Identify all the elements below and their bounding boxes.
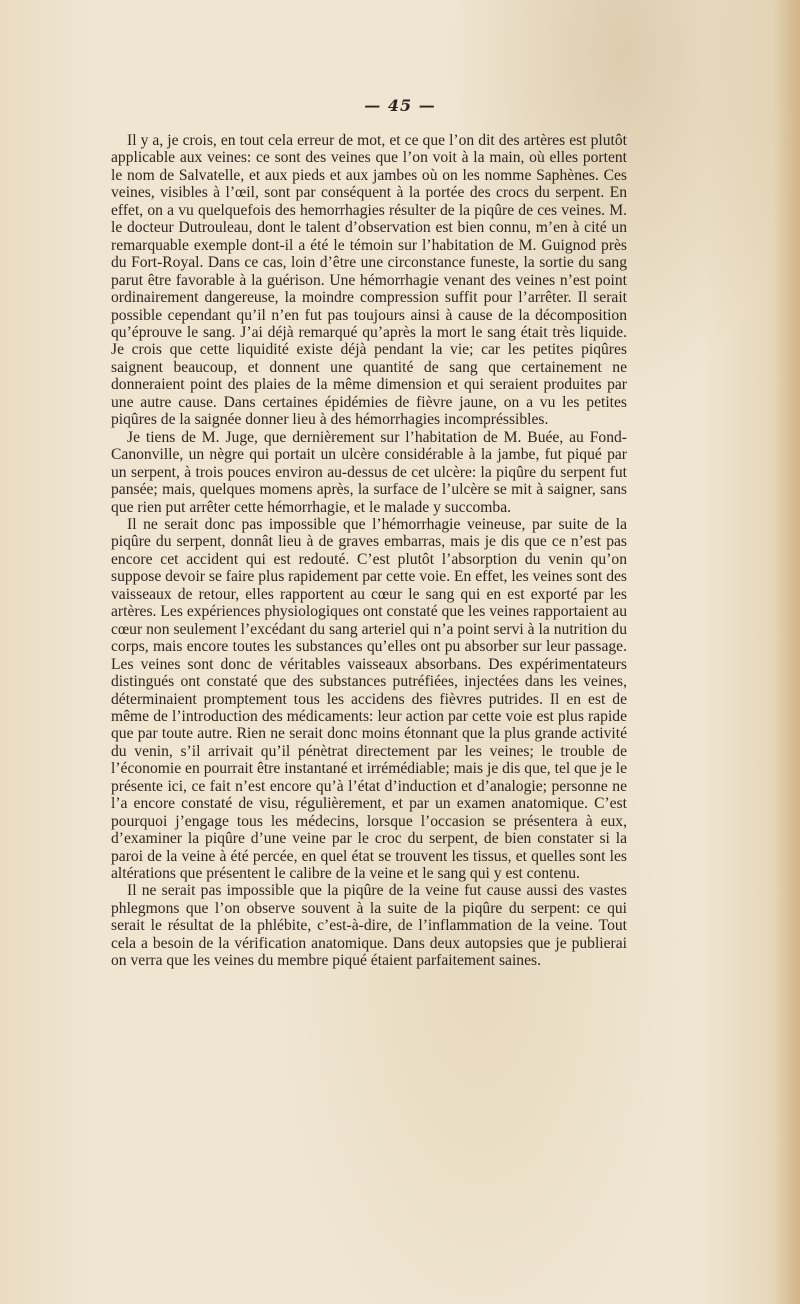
page-edge-shadow — [772, 0, 800, 1304]
page-number: — 45 — — [364, 96, 436, 115]
paragraph-4: Il ne serait pas impossible que la piqûre de la veine fut cause aussi des vastes phlegmons que l’on observe souvent à la suite de la piqûre du serpent: ce qui serait le résultat de la phlébite, c’est-à-dire, de l’inflammation de la veine. Tout cela a besoin de la vérification anatomique. Dans deux autopsies que je publierai on verra que les veines du membre piqué étaient parfaitement saines. — [111, 882, 627, 970]
paragraph-2: Je tiens de M. Juge, que dernièrement sur l’habitation de M. Buée, au Fond-Canonville, un nègre qui portait un ulcère considérable à la jambe, fut piqué par un serpent, à trois pouces environ au-dessus de cet ulcère: la piqûre du serpent fut pansée; mais, quelques momens après, la surface de l’ulcère se mit à saigner, sans que rien put arrêter cette hémorrhagie, et le malade y succomba. — [111, 428, 627, 516]
body-text — [111, 132, 627, 970]
paragraph-3: Il ne serait donc pas impossible que l’hémorrhagie veineuse, par suite de la piqûre du serpent, donnât lieu à de graves embarras, mais je dis que ce n’est pas encore cet accident qui est redouté. C’est plutôt l’absorption du venin qu’on suppose devoir se faire plus rapidement par cette voie. En effet, les veines sont des vaisseaux de retour, elles rapportent au cœur le sang qui en est exporté par les artères. Les expériences physiologiques ont constaté que les veines rapportaient au cœur non seulement l’excédant du sang arteriel qui n’a point servi à la nutrition du corps, mais encore toutes les substances qu’elles ont pu absorber sur leur passage. Les veines sont donc de véritables vaisseaux absorbans. Des expérimentateurs distingués ont constaté que des substances putréfiées, injectées dans les veines, déterminaient promptement tous les accidens des fièvres putrides. Il en est de même de l’introduction des médicaments: leur action par cette voie est plus rapide que par toute autre. Rien ne serait donc moins étonnant que la plus grande activité du venin, s’il arrivait qu’il pénètrat directement par les veines; le trouble de l’économie en pourrait être instantané et irrémédiable; mais je dis que, tel que je le présente ici, ce fait n’est encore qu’à l’état d’induction et d’analogie; personne ne l’a encore constaté de visu, régulièrement, et par un examen anatomique. C’est pourquoi j’engage tous les médecins, lorsque l’occasion se présentera à eux, d’examiner la piqûre d’une veine par le croc du serpent, de bien constater si la paroi de la veine à été percée, en quel état se trouvent les tissus, et quelles sont les altérations que présentent le calibre de la veine et le sang qui y est contenu. — [111, 515, 627, 883]
paragraph-1: Il y a, je crois, en tout cela erreur de mot, et ce que l’on dit des artères est plutôt applicable aux veines: ce sont des veines que l’on voit à la main, où elles portent le nom de Salvatelle, et aux pieds et aux jambes où on les nomme Saphènes. Ces veines, visibles à l’œil, sont par conséquent à la portée des crocs du serpent. En effet, on a vu quelquefois des hemorrhagies résulter de la piqûre de ces veines. M. le docteur Dutrouleau, dont le talent d’observation est bien connu, m’en à cité un remarquable exemple dont-il a été le témoin sur l’habitation de M. Guignod près du Fort-Royal. Dans ce cas, loin d’être une circonstance funeste, la sortie du sang parut être favorable à la guérison. Une hémorrhagie venant des veines n’est point ordinairement dangereuse, la moindre compression suffit pour l’arrêter. Il serait possible cependant qu’il n’en fut pas toujours ainsi à cause de la décomposition qu’éprouve le sang. J’ai déjà remarqué qu’après la mort le sang était très liquide. Je crois que cette liquidité existe déjà pendant la vie; car les petites piqûres saignent beaucoup, et donnent une quantité de sang que certainement ne donneraient point des plaies de la même dimension et qui seraient produites par une autre cause. Dans certaines épidémies de fièvre jaune, on a vu les petites piqûres de la saignée donner lieu à des hémorrhagies incompréssibles. — [111, 132, 627, 429]
